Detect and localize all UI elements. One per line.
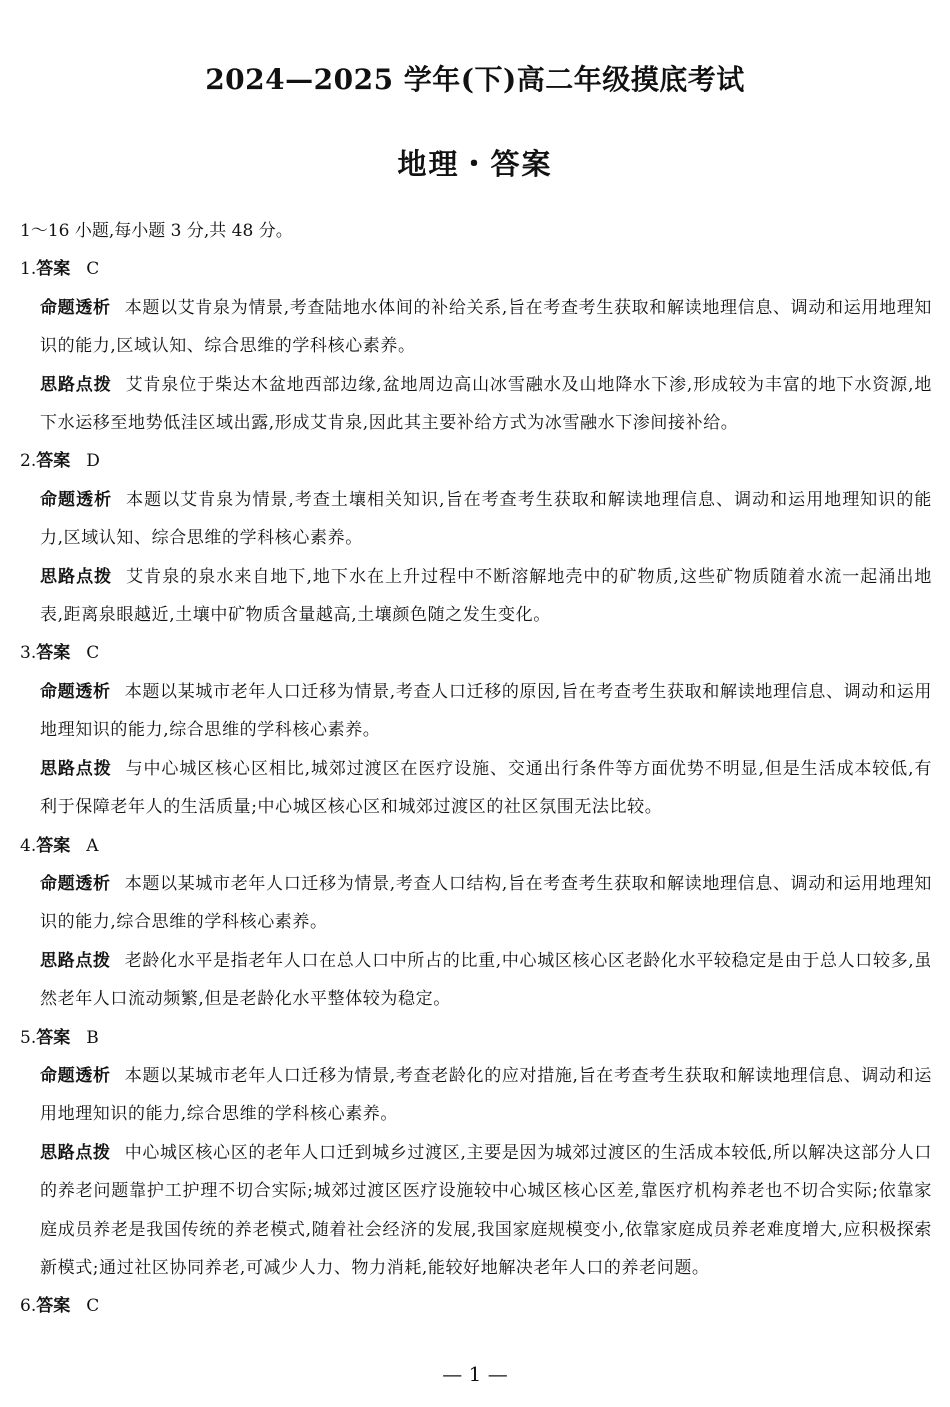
subject-title: 地理・答案 — [397, 147, 553, 181]
question-number: 2. — [20, 451, 37, 472]
tips-paragraph — [20, 942, 932, 1019]
answer-value: C — [86, 643, 100, 664]
analysis-label: 命题透析 — [40, 297, 111, 318]
answer-value: C — [86, 1296, 100, 1317]
tips-label: 思路点拨 — [40, 1142, 111, 1163]
analysis-text: 本题以某城市老年人口迁移为情景,考查老龄化的应对措施,旨在考查考生获取和解读地理信息、调动和运用地理知识的能力,综合思维的学科核心素养。 — [40, 1065, 932, 1125]
tips-label: 思路点拨 — [40, 374, 112, 395]
answer-value: B — [86, 1027, 99, 1048]
tips-text: 艾肯泉位于柴达木盆地西部边缘,盆地周边高山冰雪融水及山地降水下渗,形成较为丰富的地下水资源,地下水运移至地势低洼区域出露,形成艾肯泉,因此其主要补给方式为冰雪融水下渗间接补给。 — [40, 374, 932, 434]
analysis-paragraph — [20, 1057, 932, 1134]
tips-text: 中心城区核心区的老年人口迁到城乡过渡区,主要是因为城郊过渡区的生活成本较低,所以解决这部分人口的养老问题靠护工护理不切合实际;城郊过渡区医疗设施较中心城区核心区差,靠医疗机构养老也不切合实际;依靠家庭成员养老是我国传统的养老模式,随着社会经济的发展,我国家庭规模变小,依靠家庭成员养老难度增大,应积极探索新模式;通过社区协同养老,可减少人力、物力消耗,能较好地解决老年人口的养老问题。 — [40, 1142, 932, 1278]
question-number: 5. — [20, 1027, 37, 1048]
tips-paragraph — [20, 1134, 932, 1288]
question-number: 4. — [20, 835, 37, 856]
analysis-text: 本题以某城市老年人口迁移为情景,考查人口迁移的原因,旨在考查考生获取和解读地理信息、调动和运用地理知识的能力,综合思维的学科核心素养。 — [40, 681, 932, 741]
tips-label: 思路点拨 — [40, 758, 112, 779]
question-4 — [20, 827, 932, 1019]
exam-title: 2024—2025 学年(下)高二年级摸底考试 — [205, 63, 745, 96]
analysis-label: 命题透析 — [40, 489, 113, 510]
answer-label: 答案 — [36, 1027, 71, 1048]
analysis-paragraph — [20, 481, 932, 558]
analysis-text: 本题以某城市老年人口迁移为情景,考查人口结构,旨在考查考生获取和解读地理信息、调动和运用地理知识的能力,综合思维的学科核心素养。 — [40, 873, 932, 933]
answer-label: 答案 — [36, 1296, 71, 1317]
tips-text: 老龄化水平是指老年人口在总人口中所占的比重,中心城区核心区老龄化水平较稳定是由于总人口较多,虽然老年人口流动频繁,但是老龄化水平整体较为稳定。 — [40, 950, 932, 1010]
answer-value: D — [86, 451, 100, 472]
answer-content — [20, 212, 932, 1326]
answer-line — [20, 250, 932, 288]
tips-text: 与中心城区核心区相比,城郊过渡区在医疗设施、交通出行条件等方面优势不明显,但是生活成本较低,有利于保障老年人的生活质量;中心城区核心区和城郊过渡区的社区氛围无法比较。 — [40, 758, 932, 818]
answer-line — [20, 1019, 932, 1057]
question-1 — [20, 250, 932, 442]
answer-line — [20, 1287, 932, 1325]
analysis-paragraph — [20, 289, 932, 366]
tips-label: 思路点拨 — [40, 950, 111, 971]
question-6 — [20, 1287, 932, 1325]
tips-label: 思路点拨 — [40, 566, 113, 587]
question-number: 3. — [20, 643, 37, 664]
tips-paragraph — [20, 366, 932, 443]
tips-paragraph — [20, 558, 932, 635]
answer-label: 答案 — [36, 835, 71, 856]
answer-label: 答案 — [36, 451, 71, 472]
analysis-label: 命题透析 — [40, 681, 111, 702]
question-5 — [20, 1019, 932, 1288]
tips-text: 艾肯泉的泉水来自地下,地下水在上升过程中不断溶解地壳中的矿物质,这些矿物质随着水流一起涌出地表,距离泉眼越近,土壤中矿物质含量越高,土壤颜色随之发生变化。 — [40, 566, 933, 626]
analysis-label: 命题透析 — [40, 1065, 111, 1086]
analysis-label: 命题透析 — [40, 873, 111, 894]
answer-line — [20, 827, 932, 865]
answer-line — [20, 442, 932, 480]
analysis-paragraph — [20, 673, 932, 750]
page-number: — 1 — — [442, 1362, 508, 1386]
tips-paragraph — [20, 750, 932, 827]
answer-value: C — [86, 259, 100, 280]
answer-label: 答案 — [36, 259, 71, 280]
question-number: 6. — [20, 1296, 37, 1317]
question-2 — [20, 442, 932, 634]
analysis-paragraph — [20, 865, 932, 942]
analysis-text: 本题以艾肯泉为情景,考查土壤相关知识,旨在考查考生获取和解读地理信息、调动和运用地理知识的能力,区域认知、综合思维的学科核心素养。 — [40, 489, 933, 549]
question-number: 1. — [20, 259, 37, 280]
answer-line — [20, 634, 932, 672]
question-3 — [20, 634, 932, 826]
answer-label: 答案 — [36, 643, 71, 664]
answer-value: A — [86, 835, 99, 856]
scoring-intro: 1～16 小题,每小题 3 分,共 48 分。 — [20, 221, 293, 241]
analysis-text: 本题以艾肯泉为情景,考查陆地水体间的补给关系,旨在考查考生获取和解读地理信息、调动和运用地理知识的能力,区域认知、综合思维的学科核心素养。 — [40, 297, 932, 357]
